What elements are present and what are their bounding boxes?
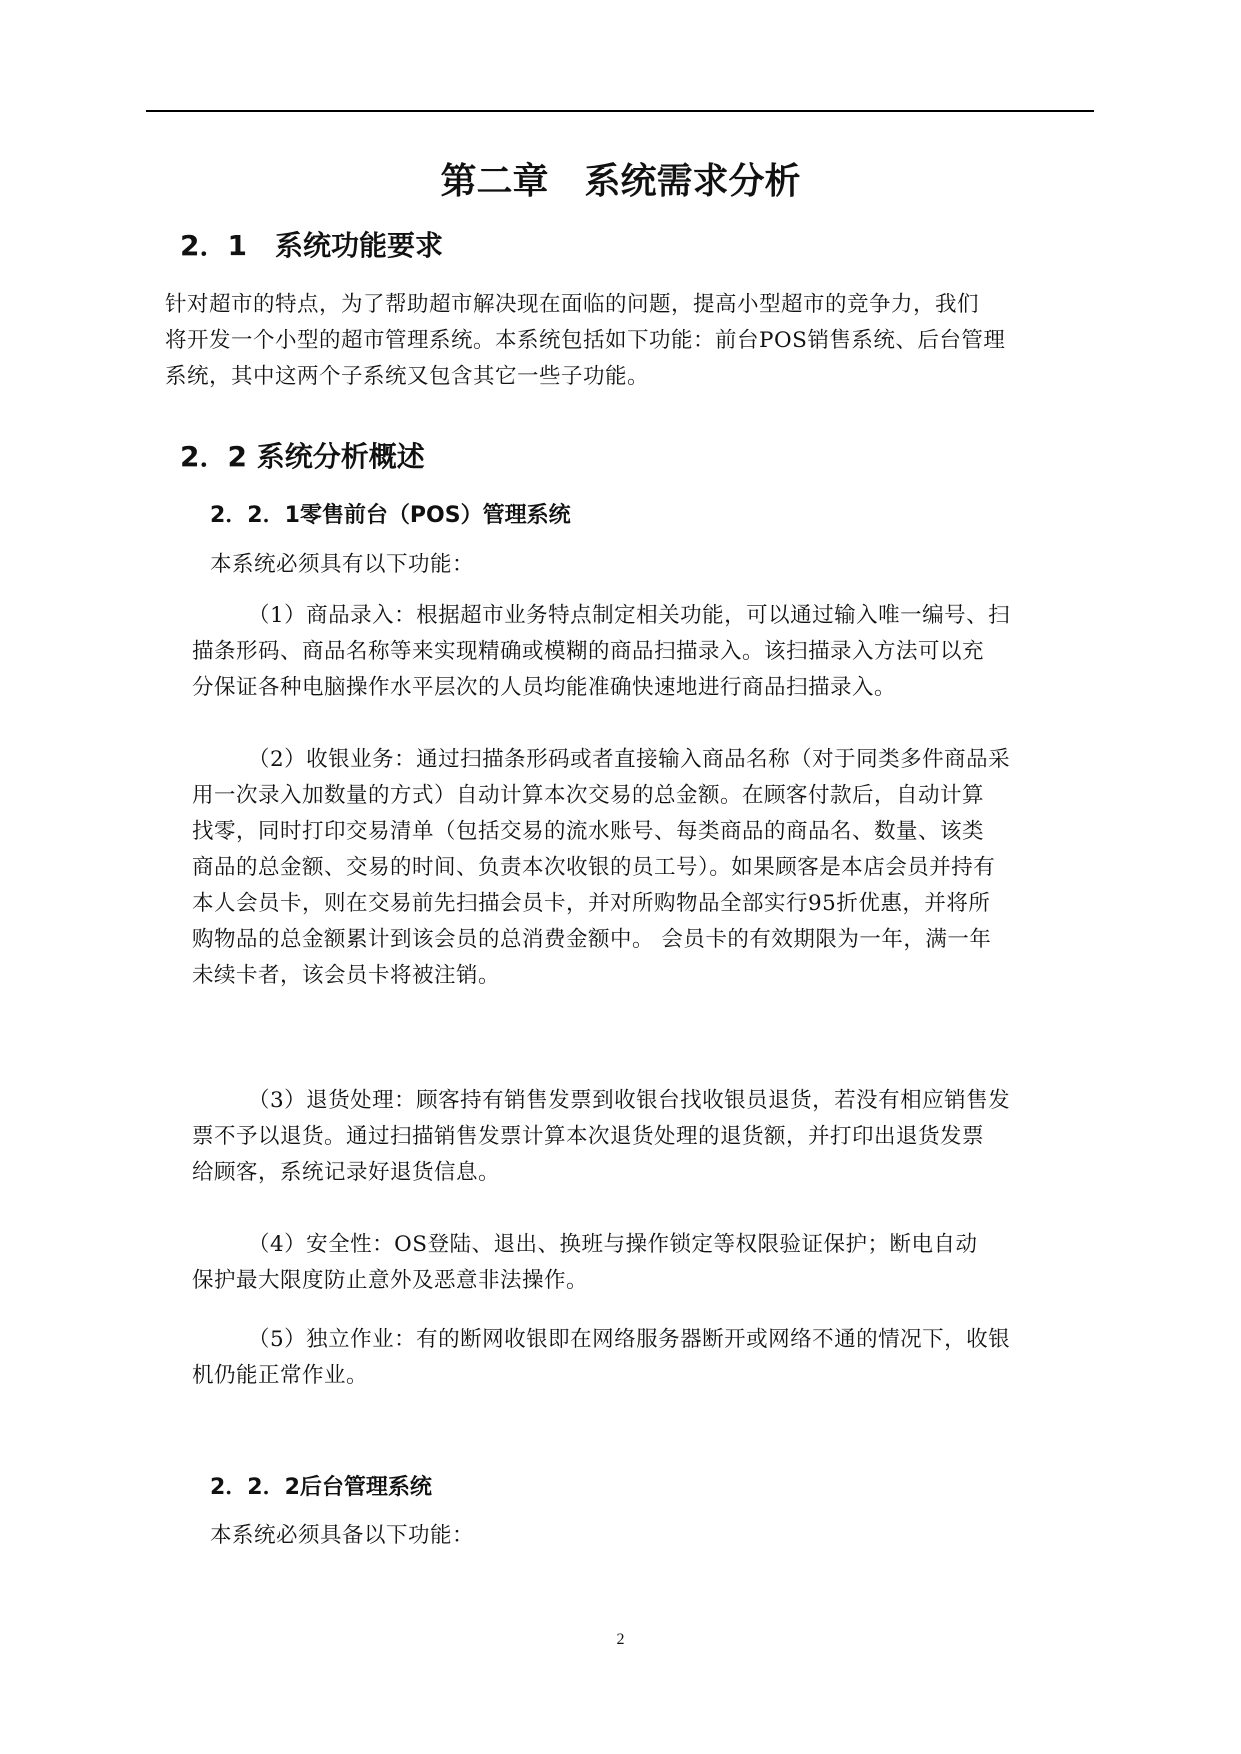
paragraph-line: 分保证各种电脑操作水平层次的人员均能准确快速地进行商品扫描录入。 [192,675,897,700]
paragraph-line: （1）商品录入：根据超市业务特点制定相关功能，可以通过输入唯一编号、扫 [248,603,1011,628]
paragraph-line: （4）安全性：OS登陆、退出、换班与操作锁定等权限验证保护；断电自动 [248,1232,978,1257]
paragraph-line: （3）退货处理：顾客持有销售发票到收银台找收银员退货，若没有相应销售发 [248,1088,1011,1113]
paragraph-2-1 [165,287,1005,395]
section-heading-2-2: 2．2 系统分析概述 [180,440,425,473]
page-number: 2 [616,1631,625,1648]
paragraph-line: 系统，其中这两个子系统又包含其它一些子功能。 [165,364,650,389]
paragraph-line: （5）独立作业：有的断网收银即在网络服务器断开或网络不通的情况下，收银 [248,1327,1011,1352]
paragraph-line: 保护最大限度防止意外及恶意非法操作。 [192,1268,589,1293]
paragraph-line: 机仍能正常作业。 [192,1363,369,1388]
paragraph-line: 购物品的总金额累计到该会员的总消费金额中。 会员卡的有效期限为一年，满一年 [192,927,992,952]
paragraph-line: 找零，同时打印交易清单（包括交易的流水账号、每类商品的商品名、数量、该类 [192,819,985,844]
paragraph-line: 本人会员卡，则在交易前先扫描会员卡，并对所购物品全部实行95折优惠，并将所 [192,891,991,916]
paragraph-line: 描条形码、商品名称等来实现精确或模糊的商品扫描录入。该扫描录入方法可以充 [192,639,985,664]
function-item-2 [192,742,1010,994]
paragraph-line: 商品的总金额、交易的时间、负责本次收银的员工号）。如果顾客是本店会员并持有 [192,855,996,880]
subsection-heading-2-2-2: 2．2．2后台管理系统 [210,1475,432,1500]
header-rule [146,110,1094,112]
chapter-title: 第二章 系统需求分析 [440,161,801,202]
subsection-intro-2-2-2: 本系统必须具备以下功能： [210,1523,475,1548]
paragraph-line: 给顾客，系统记录好退货信息。 [192,1160,501,1185]
paragraph-line: 针对超市的特点，为了帮助超市解决现在面临的问题，提高小型超市的竞争力，我们 [165,292,980,317]
function-item-1 [192,598,1010,706]
paragraph-line: 将开发一个小型的超市管理系统。本系统包括如下功能：前台POS销售系统、后台管理 [165,328,1006,353]
function-item-4 [192,1227,978,1299]
paragraph-line: 用一次录入加数量的方式）自动计算本次交易的总金额。在顾客付款后，自动计算 [192,783,985,808]
subsection-intro-2-2-1: 本系统必须具有以下功能： [210,552,475,577]
subsection-heading-2-2-1: 2．2．1零售前台（POS）管理系统 [210,503,571,528]
paragraph-line: 未续卡者，该会员卡将被注销。 [192,963,501,988]
paragraph-line: 票不予以退货。通过扫描销售发票计算本次退货处理的退货额，并打印出退货发票 [192,1124,985,1149]
function-item-3 [192,1083,1010,1191]
section-heading-2-1: 2．1 系统功能要求 [180,229,443,262]
paragraph-line: （2）收银业务：通过扫描条形码或者直接输入商品名称（对于同类多件商品采 [248,747,1011,772]
function-item-5 [192,1322,1010,1394]
